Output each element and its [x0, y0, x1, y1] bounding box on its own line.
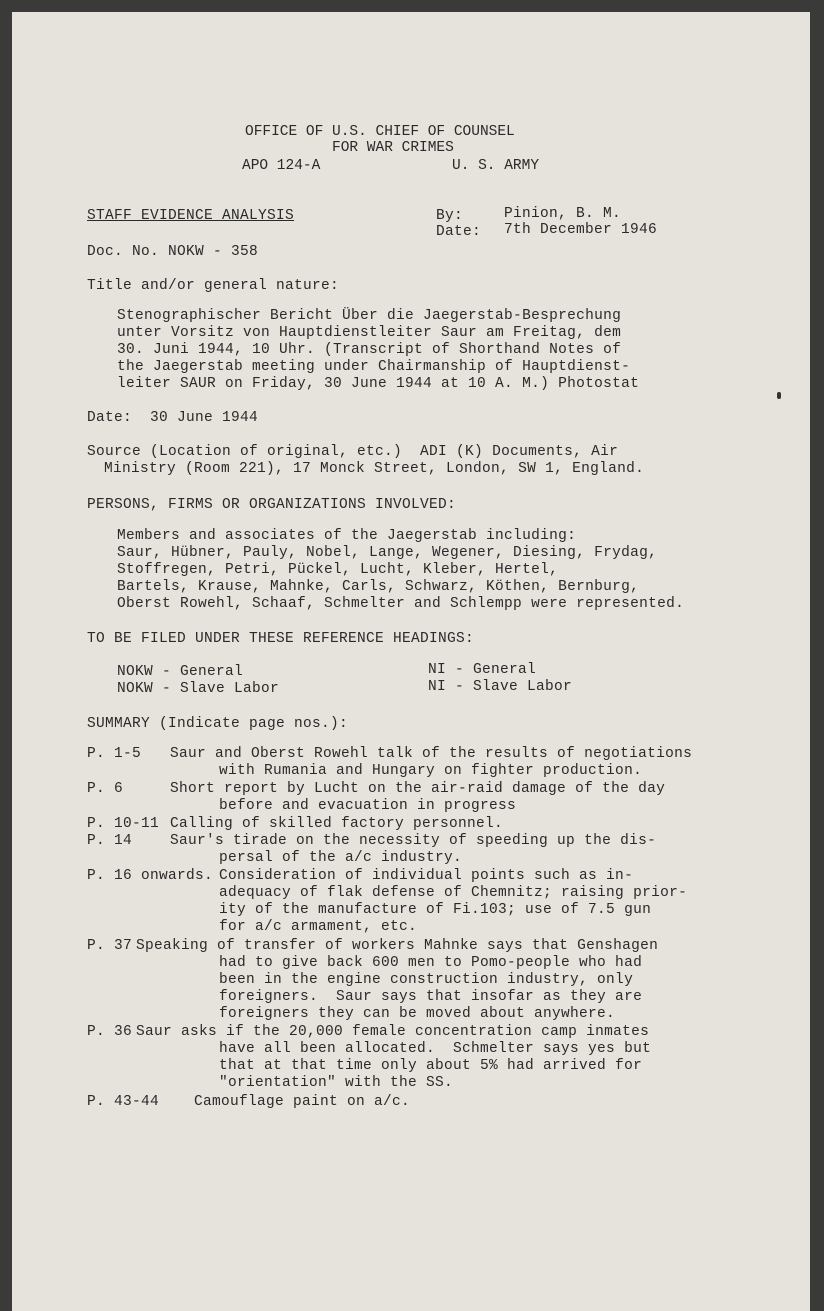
summary-page: P. 10-11	[87, 816, 160, 832]
summary-line: Speaking of transfer of workers Mahnke says that Genshagen	[136, 938, 659, 954]
summary-page: P. 37	[87, 938, 133, 954]
title-line: leiter SAUR on Friday, 30 June 1944 at 10 A. M.) Photostat	[117, 376, 640, 392]
by-label: By:	[436, 208, 464, 224]
summary-line: Camouflage paint on a/c.	[194, 1094, 411, 1110]
staff-evidence-title: STAFF EVIDENCE ANALYSIS	[87, 208, 295, 224]
summary-line: that at that time only about 5% had arrived for	[219, 1058, 643, 1074]
summary-line: Short report by Lucht on the air-raid damage of the day	[170, 781, 666, 797]
summary-line: have all been allocated. Schmelter says yes but	[219, 1041, 652, 1057]
persons-line: Stoffregen, Petri, Pückel, Lucht, Kleber, Hertel,	[117, 562, 559, 578]
paper-speck	[777, 392, 781, 399]
summary-page: P. 1-5	[87, 746, 142, 762]
filed-label: TO BE FILED UNDER THESE REFERENCE HEADINGS:	[87, 631, 475, 647]
summary-line: ity of the manufacture of Fi.103; use of 7.5 gun	[219, 902, 652, 918]
summary-page: P. 6	[87, 781, 124, 797]
summary-line: for a/c armament, etc.	[219, 919, 418, 935]
summary-line: had to give back 600 men to Pomo-people who had	[219, 955, 643, 971]
source-line: Source (Location of original, etc.) ADI (K) Documents, Air	[87, 444, 619, 460]
summary-line: foreigners they can be moved about anywhere.	[219, 1006, 616, 1022]
title-line: 30. Juni 1944, 10 Uhr. (Transcript of Shorthand Notes of	[117, 342, 622, 358]
summary-line: Saur asks if the 20,000 female concentration camp inmates	[136, 1024, 650, 1040]
summary-line: Consideration of individual points such as in-	[219, 868, 634, 884]
summary-page: P. 43-44	[87, 1094, 160, 1110]
summary-line: before and evacuation in progress	[219, 798, 517, 814]
summary-line: adequacy of flak defense of Chemnitz; raising prior-	[219, 885, 688, 901]
source-line: Ministry (Room 221), 17 Monck Street, London, SW 1, England.	[104, 461, 645, 477]
title-line: Stenographischer Bericht Über die Jaegerstab-Besprechung	[117, 308, 622, 324]
document-date: Date: 30 June 1944	[87, 410, 259, 426]
persons-line: Saur, Hübner, Pauly, Nobel, Lange, Wegener, Diesing, Frydag,	[117, 545, 658, 561]
persons-line: Members and associates of the Jaegerstab including:	[117, 528, 577, 544]
persons-line: Oberst Rowehl, Schaaf, Schmelter and Schlempp were represented.	[117, 596, 685, 612]
war-crimes-heading: FOR WAR CRIMES	[332, 140, 454, 156]
summary-label: SUMMARY (Indicate page nos.):	[87, 716, 349, 732]
summary-line: Calling of skilled factory personnel.	[170, 816, 504, 832]
summary-line: foreigners. Saur says that insofar as they are	[219, 989, 643, 1005]
document-sheet	[12, 12, 810, 1311]
summary-line: persal of the a/c industry.	[219, 850, 463, 866]
summary-page: P. 16 onwards.	[87, 868, 214, 884]
apo-number: APO 124-A	[242, 158, 321, 174]
summary-page: P. 14	[87, 833, 133, 849]
heading-ni-general: NI - General	[428, 662, 537, 678]
heading-nokw-general: NOKW - General	[117, 664, 244, 680]
date-value: 7th December 1946	[504, 222, 658, 238]
doc-number: Doc. No. NOKW - 358	[87, 244, 259, 260]
title-line: the Jaegerstab meeting under Chairmanship of Hauptdienst-	[117, 359, 631, 375]
persons-label: PERSONS, FIRMS OR ORGANIZATIONS INVOLVED:	[87, 497, 457, 513]
title-line: unter Vorsitz von Hauptdienstleiter Saur am Freitag, dem	[117, 325, 622, 341]
persons-line: Bartels, Krause, Mahnke, Carls, Schwarz, Köthen, Bernburg,	[117, 579, 640, 595]
summary-page: P. 36	[87, 1024, 133, 1040]
title-label: Title and/or general nature:	[87, 278, 340, 294]
summary-line: Saur and Oberst Rowehl talk of the results of negotiations	[170, 746, 693, 762]
army-label: U. S. ARMY	[452, 158, 540, 174]
by-value: Pinion, B. M.	[504, 206, 622, 222]
summary-line: Saur's tirade on the necessity of speeding up the dis-	[170, 833, 657, 849]
summary-line: "orientation" with the SS.	[219, 1075, 454, 1091]
heading-nokw-slave-labor: NOKW - Slave Labor	[117, 681, 280, 697]
summary-line: been in the engine construction industry, only	[219, 972, 634, 988]
office-heading: OFFICE OF U.S. CHIEF OF COUNSEL	[245, 124, 515, 140]
summary-line: with Rumania and Hungary on fighter production.	[219, 763, 643, 779]
heading-ni-slave-labor: NI - Slave Labor	[428, 679, 573, 695]
date-label: Date:	[436, 224, 482, 240]
